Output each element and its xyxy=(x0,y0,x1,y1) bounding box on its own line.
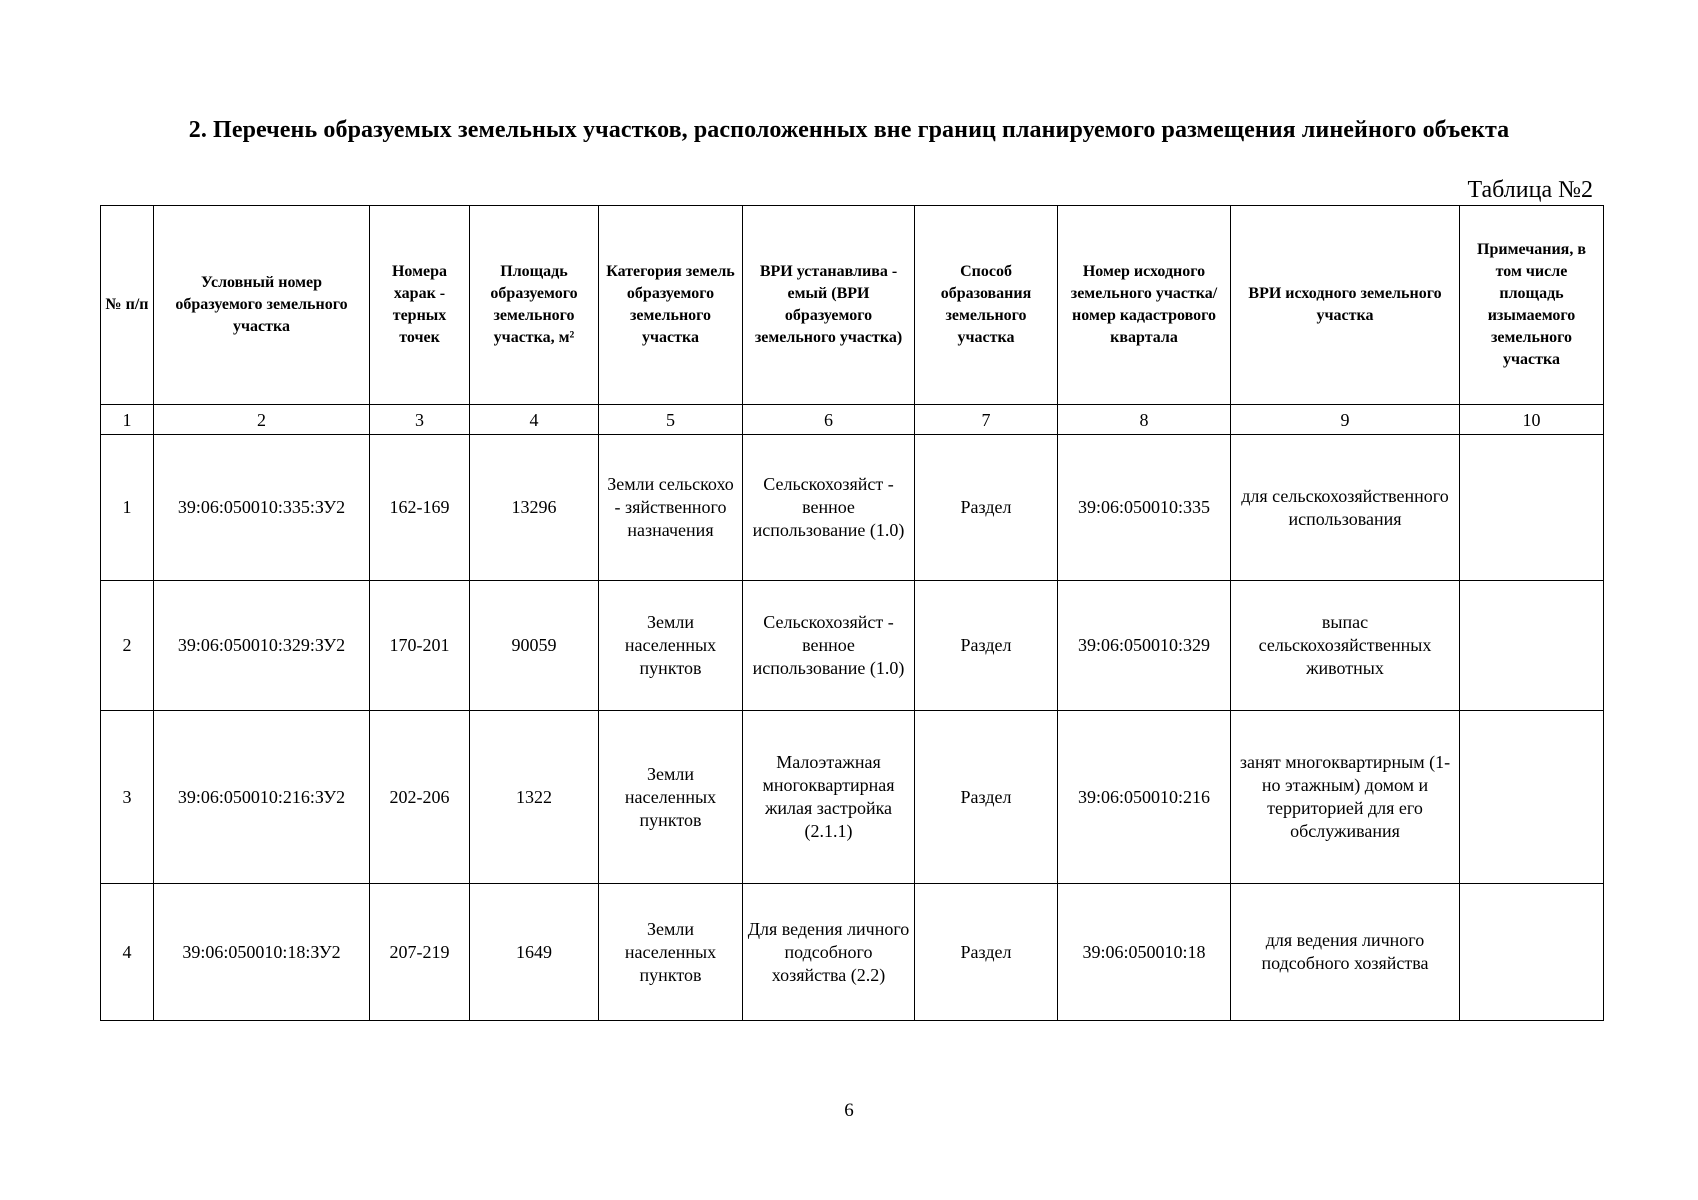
header-cell: ВРИ устанавлива - емый (ВРИ образуемого земельного участка) xyxy=(743,206,915,405)
column-number-row xyxy=(101,405,1604,435)
header-cell: ВРИ исходного земельного участка xyxy=(1231,206,1460,405)
permitted-use: Сельскохозяйст - венное использование (1.0) xyxy=(743,581,915,711)
notes xyxy=(1460,435,1604,581)
column-number: 6 xyxy=(743,405,915,435)
source-plot-number: 39:06:050010:335 xyxy=(1058,435,1231,581)
source-permitted-use: выпас сельскохозяйственных животных xyxy=(1231,581,1460,711)
plot-area: 13296 xyxy=(470,435,599,581)
points-range: 170-201 xyxy=(370,581,470,711)
land-plots-table xyxy=(100,205,1604,1021)
column-number: 3 xyxy=(370,405,470,435)
source-permitted-use: для ведения личного подсобного хозяйства xyxy=(1231,884,1460,1021)
formation-method: Раздел xyxy=(915,884,1058,1021)
conditional-number: 39:06:050010:216:ЗУ2 xyxy=(154,711,370,884)
source-plot-number: 39:06:050010:216 xyxy=(1058,711,1231,884)
permitted-use: Малоэтажная многоквартирная жилая застройка (2.1.1) xyxy=(743,711,915,884)
notes xyxy=(1460,884,1604,1021)
formation-method: Раздел xyxy=(915,435,1058,581)
conditional-number: 39:06:050010:18:ЗУ2 xyxy=(154,884,370,1021)
plot-area: 1322 xyxy=(470,711,599,884)
source-plot-number: 39:06:050010:18 xyxy=(1058,884,1231,1021)
land-category: Земли населенных пунктов xyxy=(599,581,743,711)
header-cell: Примечания, в том числе площадь изымаемого земельного участка xyxy=(1460,206,1604,405)
notes xyxy=(1460,711,1604,884)
source-permitted-use: занят многоквартирным (1-но этажным) домом и территорией для его обслуживания xyxy=(1231,711,1460,884)
points-range: 207-219 xyxy=(370,884,470,1021)
table-row xyxy=(101,884,1604,1021)
points-range: 162-169 xyxy=(370,435,470,581)
row-number: 4 xyxy=(101,884,154,1021)
column-number: 2 xyxy=(154,405,370,435)
column-number: 7 xyxy=(915,405,1058,435)
row-number: 2 xyxy=(101,581,154,711)
header-cell: Категория земель образуемого земельного участка xyxy=(599,206,743,405)
page-title: 2. Перечень образуемых земельных участков, расположенных вне границ планируемого размещения линейного объекта xyxy=(188,117,1510,143)
header-cell: Условный номер образуемого земельного участка xyxy=(154,206,370,405)
source-permitted-use: для сельскохозяйственного использования xyxy=(1231,435,1460,581)
conditional-number: 39:06:050010:335:ЗУ2 xyxy=(154,435,370,581)
column-number: 5 xyxy=(599,405,743,435)
table-header-row xyxy=(101,206,1604,405)
points-range: 202-206 xyxy=(370,711,470,884)
header-cell: Площадь образуемого земельного участка, м² xyxy=(470,206,599,405)
plot-area: 90059 xyxy=(470,581,599,711)
permitted-use: Для ведения личного подсобного хозяйства (2.2) xyxy=(743,884,915,1021)
formation-method: Раздел xyxy=(915,711,1058,884)
notes xyxy=(1460,581,1604,711)
header-cell: Номер исходного земельного участка/ номер кадастрового квартала xyxy=(1058,206,1231,405)
table-caption: Таблица №2 xyxy=(1467,177,1593,203)
column-number: 9 xyxy=(1231,405,1460,435)
column-number: 10 xyxy=(1460,405,1604,435)
plot-area: 1649 xyxy=(470,884,599,1021)
formation-method: Раздел xyxy=(915,581,1058,711)
header-cell: Номера харак - терных точек xyxy=(370,206,470,405)
table-row xyxy=(101,435,1604,581)
header-cell: № п/п xyxy=(101,206,154,405)
land-category: Земли сельскохо - зяйственного назначения xyxy=(599,435,743,581)
land-category: Земли населенных пунктов xyxy=(599,884,743,1021)
source-plot-number: 39:06:050010:329 xyxy=(1058,581,1231,711)
column-number: 4 xyxy=(470,405,599,435)
table-row xyxy=(101,711,1604,884)
row-number: 1 xyxy=(101,435,154,581)
page-number: 6 xyxy=(844,1100,854,1121)
row-number: 3 xyxy=(101,711,154,884)
table-row xyxy=(101,581,1604,711)
column-number: 8 xyxy=(1058,405,1231,435)
land-category: Земли населенных пунктов xyxy=(599,711,743,884)
permitted-use: Сельскохозяйст - венное использование (1.0) xyxy=(743,435,915,581)
column-number: 1 xyxy=(101,405,154,435)
header-cell: Способ образования земельного участка xyxy=(915,206,1058,405)
conditional-number: 39:06:050010:329:ЗУ2 xyxy=(154,581,370,711)
